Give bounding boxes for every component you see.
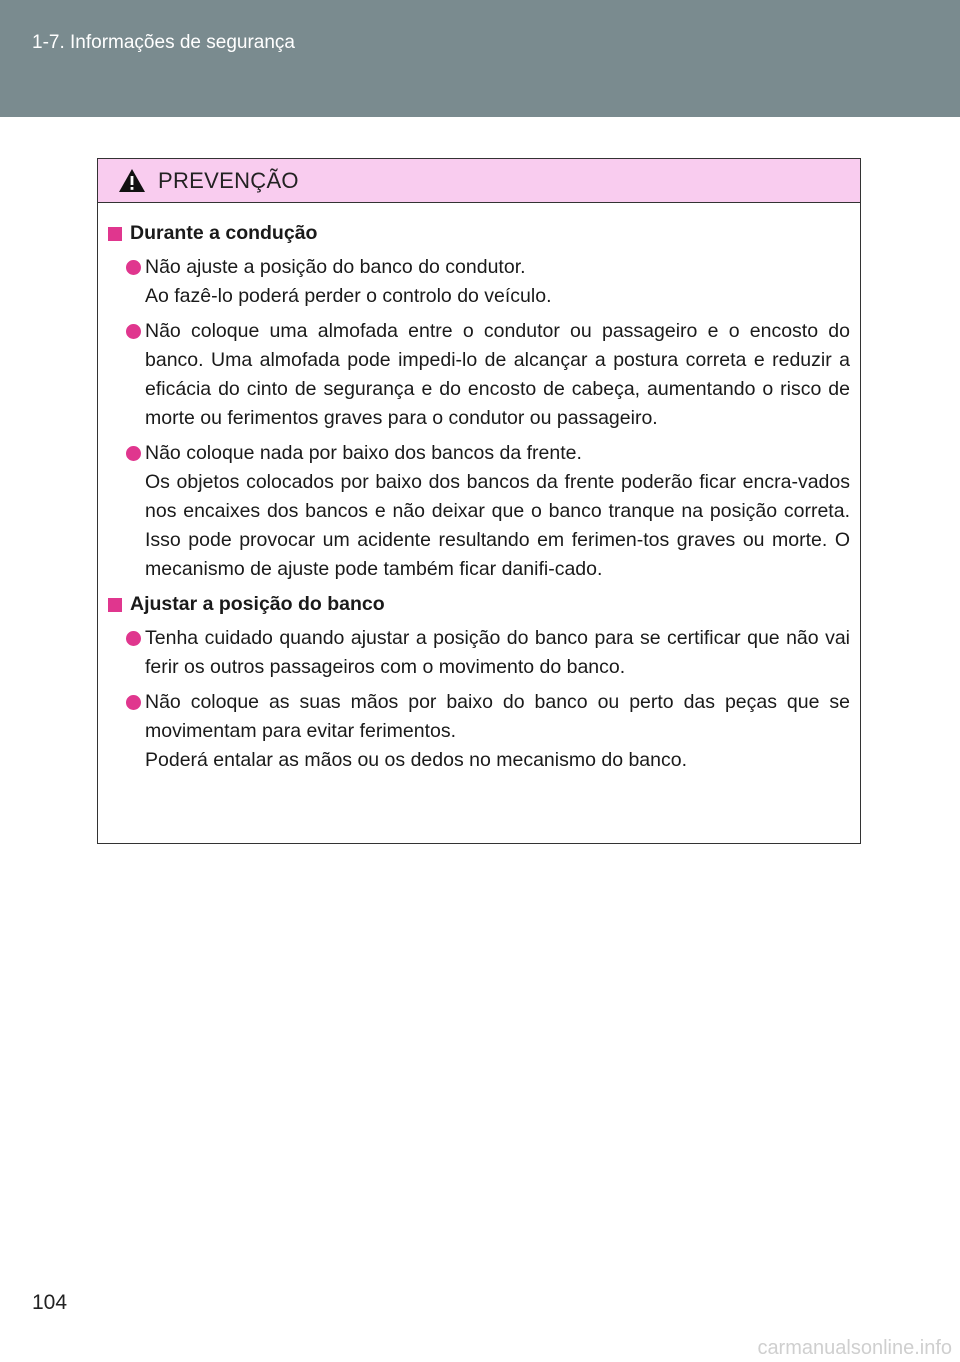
section-heading-text: Ajustar a posição do banco — [130, 593, 385, 615]
item-text: Poderá entalar as mãos ou os dedos no mecanismo do banco. — [145, 749, 688, 771]
circle-bullet-icon — [126, 324, 141, 339]
circle-bullet-icon — [126, 260, 141, 275]
warning-header — [98, 159, 860, 203]
page-number: 104 — [32, 1291, 68, 1314]
circle-bullet-icon — [126, 446, 141, 461]
list-item — [126, 317, 850, 433]
square-bullet-icon — [108, 598, 122, 612]
section-heading — [108, 219, 850, 248]
watermark: carmanualsonline.info — [757, 1337, 952, 1359]
item-text: Os objetos colocados por baixo dos bancos da frente poderão ficar encra-vados nos encaixes dos bancos e não deixar que o banco tranque na posição correta. Isso pode provocar um acidente resultando em ferimen-tos graves ou morte. O mecanismo de ajuste pode também ficar danifi-cado. — [145, 471, 850, 580]
section-heading-text: Durante a condução — [130, 222, 318, 244]
list-item — [126, 253, 850, 311]
warning-title: PREVENÇÃO — [158, 167, 299, 193]
list-item — [126, 688, 850, 775]
warning-box — [97, 158, 861, 844]
list-item — [126, 439, 850, 584]
item-text: Não coloque nada por baixo dos bancos da frente. — [145, 442, 582, 464]
list-item — [126, 624, 850, 682]
page-header — [0, 0, 960, 117]
section-title: 1-7. Informações de segurança — [32, 32, 295, 53]
circle-bullet-icon — [126, 631, 141, 646]
item-text: Não ajuste a posição do banco do condutor. — [145, 256, 526, 278]
item-text: Ao fazê-lo poderá perder o controlo do veículo. — [145, 285, 552, 307]
circle-bullet-icon — [126, 695, 141, 710]
item-text: Não coloque uma almofada entre o condutor ou passageiro e o encosto do banco. Uma almofada pode impedi-lo de alcançar a postura correta e reduzir a eficácia do cinto de segurança e do encosto de cabeça, aumentando o risco de morte ou ferimentos graves para o condutor ou passageiro. — [145, 320, 850, 429]
warning-body — [98, 203, 860, 775]
section-heading — [108, 590, 850, 619]
item-text: Tenha cuidado quando ajustar a posição do banco para se certificar que não vai ferir os outros passageiros com o movimento do banco. — [145, 627, 850, 678]
warning-triangle-icon — [118, 168, 146, 193]
item-text: Não coloque as suas mãos por baixo do banco ou perto das peças que se movimentam para evitar ferimentos. — [145, 691, 850, 742]
square-bullet-icon — [108, 227, 122, 241]
